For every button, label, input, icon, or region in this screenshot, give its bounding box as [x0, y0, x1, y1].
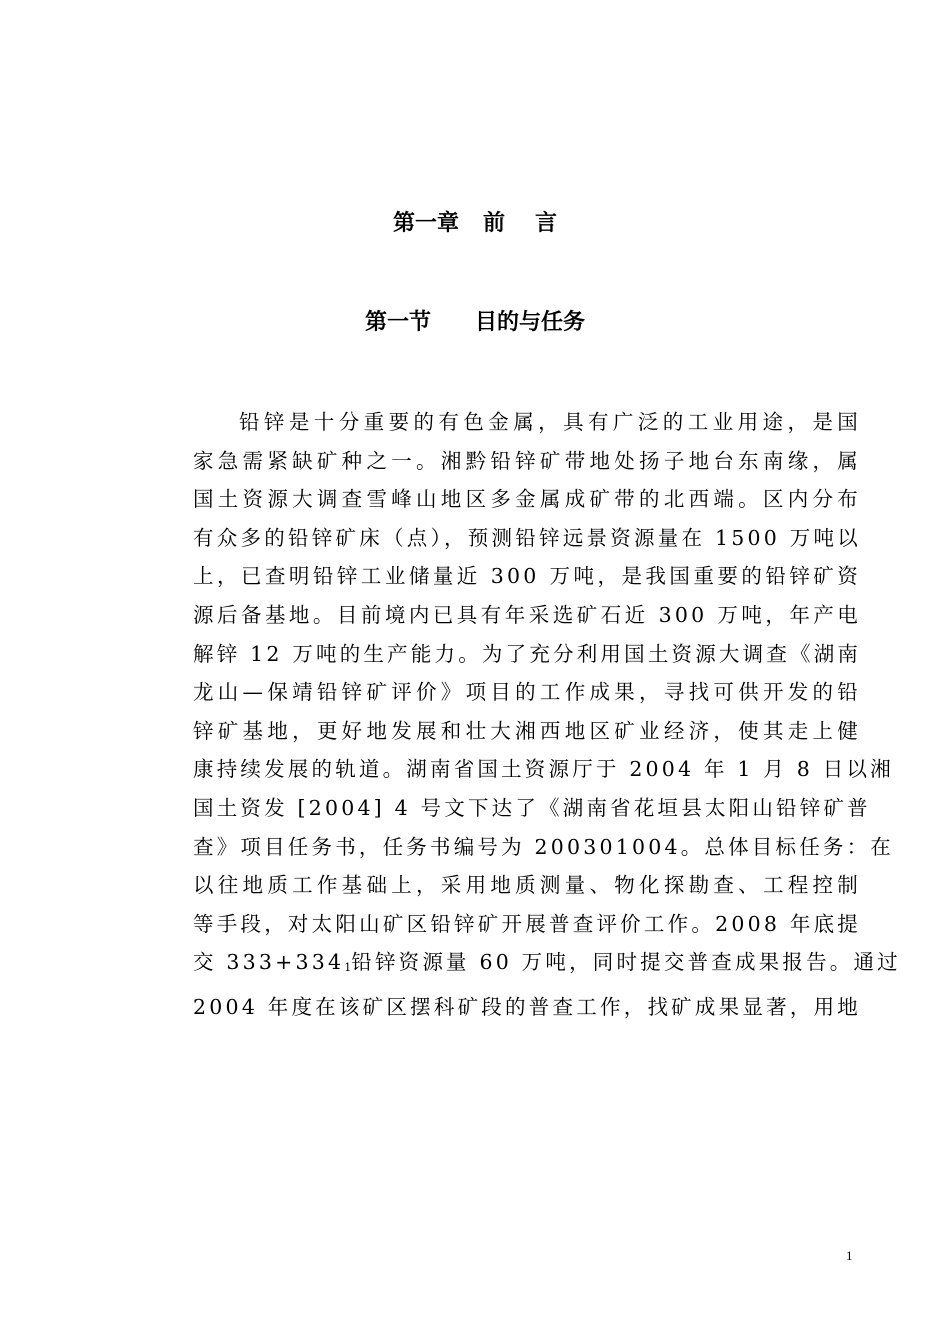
body-line: 铅锌是十分重要的有色金属，具有广泛的工业用途，是国 — [239, 410, 861, 434]
body-line: 龙山—保靖铅锌矿评价》项目的工作成果，寻找可供开发的铅 — [193, 680, 861, 705]
line-text-before: 交 333+334 — [193, 950, 345, 975]
body-line: 国土资发 [2004] 4 号文下达了《湖南省花垣县太阳山铅锌矿普 — [193, 795, 871, 820]
chapter-number: 第一章 — [392, 211, 459, 236]
chapter-word-2: 言 — [535, 211, 558, 236]
body-paragraph — [193, 403, 901, 1027]
body-line: 解锌 12 万吨的生产能力。为了充分利用国土资源大调查《湖南 — [193, 641, 862, 666]
body-line: 有众多的铅锌矿床（点），预测铅锌远景资源量在 1500 万吨以 — [193, 525, 861, 550]
chapter-word-1: 前 — [482, 211, 505, 236]
body-line: 国土资源大调查雪峰山地区多金属成矿带的北西端。区内分布 — [193, 487, 861, 512]
page-number: 1 — [846, 1248, 853, 1263]
body-line: 锌矿基地，更好地发展和壮大湘西地区矿业经济，使其走上健 — [193, 718, 861, 743]
chapter-title — [0, 208, 950, 240]
body-line: 查》项目任务书，任务书编号为 200301004。总体目标任务：在 — [193, 834, 894, 859]
body-line: 上，已查明铅锌工业储量近 300 万吨，是我国重要的铅锌矿资 — [193, 564, 861, 589]
body-line-with-subscript — [193, 943, 901, 988]
body-line: 等手段，对太阳山矿区铅锌矿开展普查评价工作。2008 年底提 — [193, 911, 861, 936]
subscript: 1 — [344, 961, 352, 975]
line-text-after: 铅锌资源量 60 万吨，同时提交普查成果报告。通过 — [351, 950, 901, 975]
section-title — [0, 306, 950, 340]
body-line: 家急需紧缺矿种之一。湘黔铅锌矿带地处扬子地台东南缘，属 — [193, 448, 861, 473]
body-line: 源后备基地。目前境内已具有年采选矿石近 300 万吨，年产电 — [193, 602, 861, 627]
section-number: 第一节 — [364, 310, 431, 335]
section-heading: 目的与任务 — [475, 310, 586, 335]
body-line: 2004 年度在该矿区摆科矿段的普查工作，找矿成果显著，用地 — [193, 994, 861, 1019]
body-line: 以往地质工作基础上，采用地质测量、物化探勘查、工程控制 — [193, 873, 861, 898]
body-line: 康持续发展的轨道。湖南省国土资源厅于 2004 年 1 月 8 日以湘 — [193, 757, 894, 782]
